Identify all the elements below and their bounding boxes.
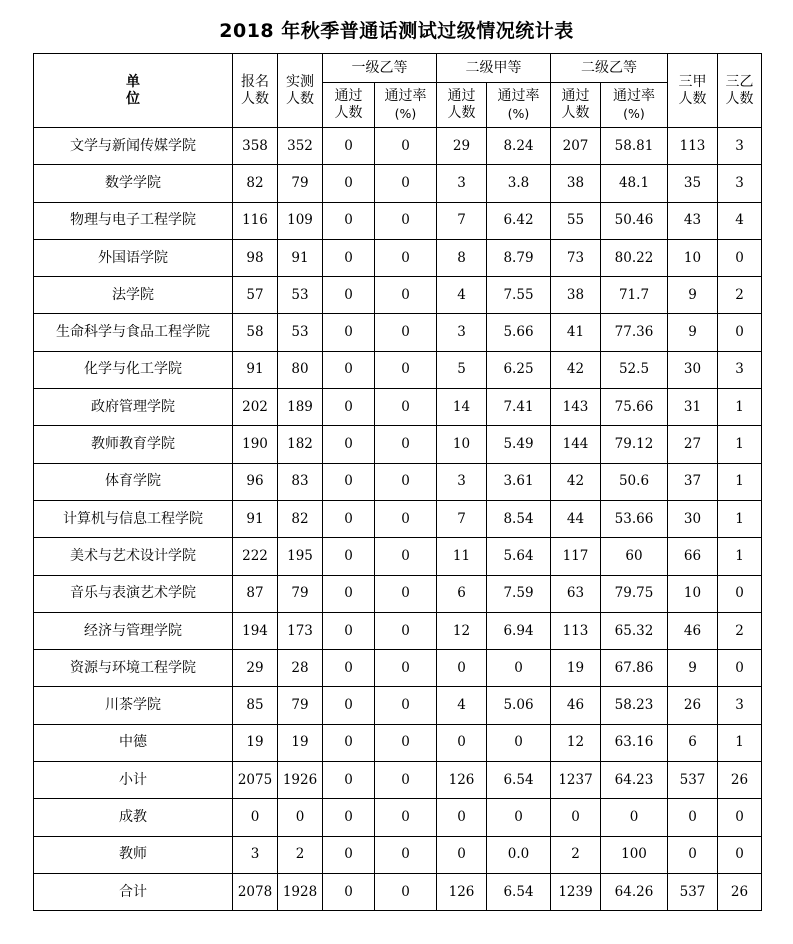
cell-level3b-count: 0 xyxy=(718,314,762,351)
cell-level1b-pass-rate: 0 xyxy=(375,538,437,575)
cell-level2a-pass-count: 8 xyxy=(437,239,487,276)
cell-level3b-count: 3 xyxy=(718,687,762,724)
cell-tested: 0 xyxy=(278,799,323,836)
cell-level2a-pass-rate: 0 xyxy=(487,724,551,761)
cell-level2b-pass-rate: 52.5 xyxy=(601,351,668,388)
cell-unit-name: 川茶学院 xyxy=(34,687,233,724)
cell-level2b-pass-count: 1237 xyxy=(551,762,601,799)
header-pass-rate: 通过率 (%) xyxy=(487,83,551,128)
cell-registered: 2078 xyxy=(233,873,278,910)
cell-tested: 91 xyxy=(278,239,323,276)
cell-level2b-pass-rate: 80.22 xyxy=(601,239,668,276)
header-registered: 报名 人数 xyxy=(233,54,278,128)
cell-registered: 58 xyxy=(233,314,278,351)
cell-tested: 19 xyxy=(278,724,323,761)
cell-level2a-pass-rate: 0 xyxy=(487,799,551,836)
cell-level2b-pass-count: 0 xyxy=(551,799,601,836)
cell-level1b-pass-count: 0 xyxy=(323,762,375,799)
cell-level1b-pass-rate: 0 xyxy=(375,836,437,873)
cell-level3b-count: 2 xyxy=(718,277,762,314)
table-row xyxy=(34,202,762,239)
cell-level2a-pass-rate: 3.8 xyxy=(487,165,551,202)
cell-level3b-count: 3 xyxy=(718,165,762,202)
cell-tested: 2 xyxy=(278,836,323,873)
cell-level2b-pass-count: 19 xyxy=(551,650,601,687)
cell-level2a-pass-rate: 6.25 xyxy=(487,351,551,388)
cell-level1b-pass-rate: 0 xyxy=(375,724,437,761)
cell-unit-name: 化学与化工学院 xyxy=(34,351,233,388)
table-row xyxy=(34,650,762,687)
cell-level2b-pass-count: 42 xyxy=(551,351,601,388)
table-row xyxy=(34,612,762,649)
cell-tested: 53 xyxy=(278,314,323,351)
cell-registered: 91 xyxy=(233,500,278,537)
cell-level2a-pass-rate: 6.94 xyxy=(487,612,551,649)
cell-registered: 85 xyxy=(233,687,278,724)
cell-level3b-count: 0 xyxy=(718,799,762,836)
cell-level2b-pass-count: 144 xyxy=(551,426,601,463)
cell-level1b-pass-rate: 0 xyxy=(375,239,437,276)
header-level3-b: 三乙 人数 xyxy=(718,54,762,128)
cell-level2b-pass-count: 73 xyxy=(551,239,601,276)
cell-level3a-count: 31 xyxy=(668,389,718,426)
cell-level2b-pass-count: 207 xyxy=(551,128,601,165)
cell-registered: 2075 xyxy=(233,762,278,799)
cell-unit-name: 体育学院 xyxy=(34,463,233,500)
cell-level2b-pass-rate: 48.1 xyxy=(601,165,668,202)
cell-level2b-pass-rate: 64.26 xyxy=(601,873,668,910)
cell-registered: 202 xyxy=(233,389,278,426)
cell-unit-name: 合计 xyxy=(34,873,233,910)
cell-level2a-pass-count: 0 xyxy=(437,799,487,836)
cell-unit-name: 数学学院 xyxy=(34,165,233,202)
header-group-level2-b: 二级乙等 xyxy=(551,54,668,83)
cell-unit-name: 教师教育学院 xyxy=(34,426,233,463)
table-body xyxy=(34,128,762,911)
cell-level1b-pass-count: 0 xyxy=(323,873,375,910)
cell-level2a-pass-count: 10 xyxy=(437,426,487,463)
cell-level2b-pass-count: 113 xyxy=(551,612,601,649)
cell-registered: 57 xyxy=(233,277,278,314)
cell-level2b-pass-rate: 50.46 xyxy=(601,202,668,239)
cell-level3b-count: 1 xyxy=(718,538,762,575)
cell-unit-name: 教师 xyxy=(34,836,233,873)
cell-level3a-count: 43 xyxy=(668,202,718,239)
header-pass-rate: 通过率 (%) xyxy=(375,83,437,128)
cell-level1b-pass-count: 0 xyxy=(323,612,375,649)
cell-level1b-pass-count: 0 xyxy=(323,165,375,202)
cell-level2b-pass-count: 63 xyxy=(551,575,601,612)
cell-level2a-pass-count: 14 xyxy=(437,389,487,426)
cell-registered: 96 xyxy=(233,463,278,500)
cell-level1b-pass-count: 0 xyxy=(323,426,375,463)
table-row xyxy=(34,762,762,799)
cell-level3a-count: 10 xyxy=(668,575,718,612)
cell-level1b-pass-rate: 0 xyxy=(375,277,437,314)
cell-level2b-pass-count: 41 xyxy=(551,314,601,351)
cell-level3a-count: 9 xyxy=(668,314,718,351)
cell-registered: 222 xyxy=(233,538,278,575)
cell-level3b-count: 1 xyxy=(718,724,762,761)
cell-level2a-pass-count: 0 xyxy=(437,724,487,761)
cell-level2a-pass-rate: 7.41 xyxy=(487,389,551,426)
cell-unit-name: 美术与艺术设计学院 xyxy=(34,538,233,575)
cell-level1b-pass-count: 0 xyxy=(323,799,375,836)
cell-level1b-pass-rate: 0 xyxy=(375,575,437,612)
cell-level2a-pass-rate: 6.54 xyxy=(487,873,551,910)
cell-level3a-count: 0 xyxy=(668,836,718,873)
cell-level2a-pass-rate: 7.55 xyxy=(487,277,551,314)
page-title: 2018 年秋季普通话测试过级情况统计表 xyxy=(219,20,574,42)
cell-level1b-pass-count: 0 xyxy=(323,128,375,165)
cell-level3a-count: 37 xyxy=(668,463,718,500)
cell-level2a-pass-count: 126 xyxy=(437,762,487,799)
cell-registered: 358 xyxy=(233,128,278,165)
cell-tested: 79 xyxy=(278,687,323,724)
cell-level1b-pass-rate: 0 xyxy=(375,762,437,799)
cell-level3b-count: 26 xyxy=(718,762,762,799)
header-group-level2-a: 二级甲等 xyxy=(437,54,551,83)
cell-level3b-count: 0 xyxy=(718,239,762,276)
cell-unit-name: 生命科学与食品工程学院 xyxy=(34,314,233,351)
cell-level1b-pass-count: 0 xyxy=(323,463,375,500)
cell-level2a-pass-rate: 8.79 xyxy=(487,239,551,276)
cell-unit-name: 中德 xyxy=(34,724,233,761)
table-row xyxy=(34,575,762,612)
cell-level1b-pass-rate: 0 xyxy=(375,389,437,426)
cell-level3a-count: 537 xyxy=(668,762,718,799)
cell-level2a-pass-count: 0 xyxy=(437,650,487,687)
cell-level1b-pass-count: 0 xyxy=(323,500,375,537)
table-row xyxy=(34,538,762,575)
cell-level2a-pass-rate: 6.42 xyxy=(487,202,551,239)
header-pass-count: 通过 人数 xyxy=(437,83,487,128)
cell-level1b-pass-rate: 0 xyxy=(375,128,437,165)
cell-level2b-pass-rate: 60 xyxy=(601,538,668,575)
table-row xyxy=(34,165,762,202)
cell-level1b-pass-count: 0 xyxy=(323,650,375,687)
cell-level2b-pass-count: 42 xyxy=(551,463,601,500)
cell-unit-name: 经济与管理学院 xyxy=(34,612,233,649)
cell-level2a-pass-count: 7 xyxy=(437,202,487,239)
cell-level3b-count: 0 xyxy=(718,836,762,873)
cell-level2a-pass-rate: 7.59 xyxy=(487,575,551,612)
cell-tested: 83 xyxy=(278,463,323,500)
table-row xyxy=(34,351,762,388)
cell-level3b-count: 1 xyxy=(718,389,762,426)
cell-level3a-count: 26 xyxy=(668,687,718,724)
cell-level3a-count: 0 xyxy=(668,799,718,836)
cell-level2a-pass-rate: 3.61 xyxy=(487,463,551,500)
cell-unit-name: 政府管理学院 xyxy=(34,389,233,426)
cell-level2b-pass-count: 46 xyxy=(551,687,601,724)
cell-registered: 82 xyxy=(233,165,278,202)
cell-level3b-count: 26 xyxy=(718,873,762,910)
cell-level1b-pass-count: 0 xyxy=(323,724,375,761)
header-pass-count: 通过 人数 xyxy=(551,83,601,128)
cell-level3b-count: 0 xyxy=(718,650,762,687)
cell-level2a-pass-count: 3 xyxy=(437,463,487,500)
cell-registered: 194 xyxy=(233,612,278,649)
cell-level1b-pass-rate: 0 xyxy=(375,202,437,239)
cell-level2a-pass-count: 12 xyxy=(437,612,487,649)
cell-tested: 79 xyxy=(278,575,323,612)
cell-level1b-pass-count: 0 xyxy=(323,389,375,426)
cell-level1b-pass-rate: 0 xyxy=(375,799,437,836)
cell-level2b-pass-rate: 58.81 xyxy=(601,128,668,165)
cell-level3b-count: 3 xyxy=(718,351,762,388)
cell-level2b-pass-rate: 79.75 xyxy=(601,575,668,612)
cell-tested: 182 xyxy=(278,426,323,463)
cell-level2b-pass-count: 117 xyxy=(551,538,601,575)
cell-level1b-pass-rate: 0 xyxy=(375,873,437,910)
cell-level2b-pass-rate: 79.12 xyxy=(601,426,668,463)
cell-level2b-pass-rate: 100 xyxy=(601,836,668,873)
cell-tested: 28 xyxy=(278,650,323,687)
cell-level2a-pass-rate: 5.49 xyxy=(487,426,551,463)
header-row-1 xyxy=(34,54,762,83)
cell-level1b-pass-count: 0 xyxy=(323,314,375,351)
cell-level2b-pass-rate: 58.23 xyxy=(601,687,668,724)
cell-level2a-pass-rate: 5.66 xyxy=(487,314,551,351)
cell-level3b-count: 1 xyxy=(718,426,762,463)
cell-level2b-pass-rate: 50.6 xyxy=(601,463,668,500)
cell-unit-name: 法学院 xyxy=(34,277,233,314)
cell-registered: 19 xyxy=(233,724,278,761)
cell-level2b-pass-rate: 67.86 xyxy=(601,650,668,687)
cell-level1b-pass-rate: 0 xyxy=(375,687,437,724)
cell-level2a-pass-rate: 6.54 xyxy=(487,762,551,799)
cell-level2b-pass-count: 55 xyxy=(551,202,601,239)
cell-level2a-pass-count: 0 xyxy=(437,836,487,873)
cell-tested: 352 xyxy=(278,128,323,165)
cell-level2a-pass-count: 5 xyxy=(437,351,487,388)
cell-level2b-pass-rate: 71.7 xyxy=(601,277,668,314)
cell-level2b-pass-rate: 75.66 xyxy=(601,389,668,426)
cell-level1b-pass-rate: 0 xyxy=(375,500,437,537)
cell-unit-name: 文学与新闻传媒学院 xyxy=(34,128,233,165)
table-row xyxy=(34,687,762,724)
cell-level2a-pass-count: 29 xyxy=(437,128,487,165)
cell-unit-name: 物理与电子工程学院 xyxy=(34,202,233,239)
cell-level3a-count: 113 xyxy=(668,128,718,165)
cell-level2b-pass-rate: 0 xyxy=(601,799,668,836)
cell-level1b-pass-rate: 0 xyxy=(375,165,437,202)
cell-level2a-pass-rate: 5.06 xyxy=(487,687,551,724)
cell-level2b-pass-count: 143 xyxy=(551,389,601,426)
table-row xyxy=(34,463,762,500)
cell-level2b-pass-count: 44 xyxy=(551,500,601,537)
cell-unit-name: 音乐与表演艺术学院 xyxy=(34,575,233,612)
cell-level2a-pass-count: 126 xyxy=(437,873,487,910)
cell-registered: 29 xyxy=(233,650,278,687)
cell-registered: 98 xyxy=(233,239,278,276)
cell-tested: 80 xyxy=(278,351,323,388)
cell-registered: 190 xyxy=(233,426,278,463)
header-unit: 单位 xyxy=(34,54,233,128)
cell-level2a-pass-count: 6 xyxy=(437,575,487,612)
table-row xyxy=(34,426,762,463)
cell-tested: 53 xyxy=(278,277,323,314)
cell-level3a-count: 30 xyxy=(668,351,718,388)
cell-unit-name: 小计 xyxy=(34,762,233,799)
cell-level3a-count: 66 xyxy=(668,538,718,575)
cell-unit-name: 计算机与信息工程学院 xyxy=(34,500,233,537)
cell-level2a-pass-rate: 8.24 xyxy=(487,128,551,165)
cell-tested: 1928 xyxy=(278,873,323,910)
cell-level2b-pass-rate: 64.23 xyxy=(601,762,668,799)
cell-level2a-pass-count: 11 xyxy=(437,538,487,575)
cell-level3a-count: 10 xyxy=(668,239,718,276)
cell-level3a-count: 9 xyxy=(668,650,718,687)
cell-level2a-pass-count: 3 xyxy=(437,165,487,202)
cell-level1b-pass-count: 0 xyxy=(323,239,375,276)
cell-level3b-count: 3 xyxy=(718,128,762,165)
table-row xyxy=(34,314,762,351)
cell-unit-name: 成教 xyxy=(34,799,233,836)
cell-level2b-pass-rate: 77.36 xyxy=(601,314,668,351)
cell-level1b-pass-rate: 0 xyxy=(375,426,437,463)
cell-level3a-count: 35 xyxy=(668,165,718,202)
cell-level2b-pass-rate: 53.66 xyxy=(601,500,668,537)
cell-level2b-pass-count: 1239 xyxy=(551,873,601,910)
cell-tested: 189 xyxy=(278,389,323,426)
cell-level2a-pass-count: 4 xyxy=(437,687,487,724)
cell-level3a-count: 27 xyxy=(668,426,718,463)
table-row xyxy=(34,500,762,537)
cell-tested: 109 xyxy=(278,202,323,239)
cell-registered: 0 xyxy=(233,799,278,836)
cell-level1b-pass-count: 0 xyxy=(323,836,375,873)
table-row xyxy=(34,128,762,165)
cell-tested: 79 xyxy=(278,165,323,202)
cell-level2b-pass-rate: 65.32 xyxy=(601,612,668,649)
header-level3-a: 三甲 人数 xyxy=(668,54,718,128)
header-pass-rate: 通过率 (%) xyxy=(601,83,668,128)
table-row xyxy=(34,389,762,426)
cell-level3a-count: 537 xyxy=(668,873,718,910)
cell-level1b-pass-rate: 0 xyxy=(375,351,437,388)
cell-level2a-pass-rate: 0 xyxy=(487,650,551,687)
cell-level2a-pass-count: 7 xyxy=(437,500,487,537)
cell-level2a-pass-rate: 8.54 xyxy=(487,500,551,537)
cell-level1b-pass-count: 0 xyxy=(323,538,375,575)
cell-level2a-pass-count: 3 xyxy=(437,314,487,351)
cell-level2b-pass-count: 38 xyxy=(551,165,601,202)
table-row xyxy=(34,873,762,910)
cell-unit-name: 资源与环境工程学院 xyxy=(34,650,233,687)
cell-level1b-pass-count: 0 xyxy=(323,351,375,388)
table-row xyxy=(34,836,762,873)
cell-tested: 173 xyxy=(278,612,323,649)
cell-level3b-count: 0 xyxy=(718,575,762,612)
cell-registered: 87 xyxy=(233,575,278,612)
cell-registered: 91 xyxy=(233,351,278,388)
header-pass-count: 通过 人数 xyxy=(323,83,375,128)
cell-level2b-pass-rate: 63.16 xyxy=(601,724,668,761)
cell-level3b-count: 2 xyxy=(718,612,762,649)
cell-level2b-pass-count: 12 xyxy=(551,724,601,761)
table-row xyxy=(34,239,762,276)
cell-level3b-count: 4 xyxy=(718,202,762,239)
cell-level1b-pass-count: 0 xyxy=(323,687,375,724)
cell-level1b-pass-rate: 0 xyxy=(375,612,437,649)
cell-level3a-count: 6 xyxy=(668,724,718,761)
cell-level2a-pass-rate: 0.0 xyxy=(487,836,551,873)
cell-tested: 195 xyxy=(278,538,323,575)
cell-level1b-pass-rate: 0 xyxy=(375,463,437,500)
header-tested: 实测 人数 xyxy=(278,54,323,128)
statistics-table xyxy=(33,53,762,911)
cell-level3a-count: 30 xyxy=(668,500,718,537)
cell-level2a-pass-rate: 5.64 xyxy=(487,538,551,575)
cell-level1b-pass-rate: 0 xyxy=(375,314,437,351)
cell-level1b-pass-count: 0 xyxy=(323,575,375,612)
cell-level1b-pass-count: 0 xyxy=(323,202,375,239)
cell-level3b-count: 1 xyxy=(718,463,762,500)
table-row xyxy=(34,724,762,761)
cell-level1b-pass-rate: 0 xyxy=(375,650,437,687)
cell-tested: 82 xyxy=(278,500,323,537)
table-row xyxy=(34,799,762,836)
table-row xyxy=(34,277,762,314)
cell-level3b-count: 1 xyxy=(718,500,762,537)
header-group-level1-b: 一级乙等 xyxy=(323,54,437,83)
cell-level2b-pass-count: 38 xyxy=(551,277,601,314)
cell-unit-name: 外国语学院 xyxy=(34,239,233,276)
cell-registered: 3 xyxy=(233,836,278,873)
cell-tested: 1926 xyxy=(278,762,323,799)
cell-level2b-pass-count: 2 xyxy=(551,836,601,873)
cell-level2a-pass-count: 4 xyxy=(437,277,487,314)
cell-registered: 116 xyxy=(233,202,278,239)
cell-level1b-pass-count: 0 xyxy=(323,277,375,314)
cell-level3a-count: 9 xyxy=(668,277,718,314)
cell-level3a-count: 46 xyxy=(668,612,718,649)
